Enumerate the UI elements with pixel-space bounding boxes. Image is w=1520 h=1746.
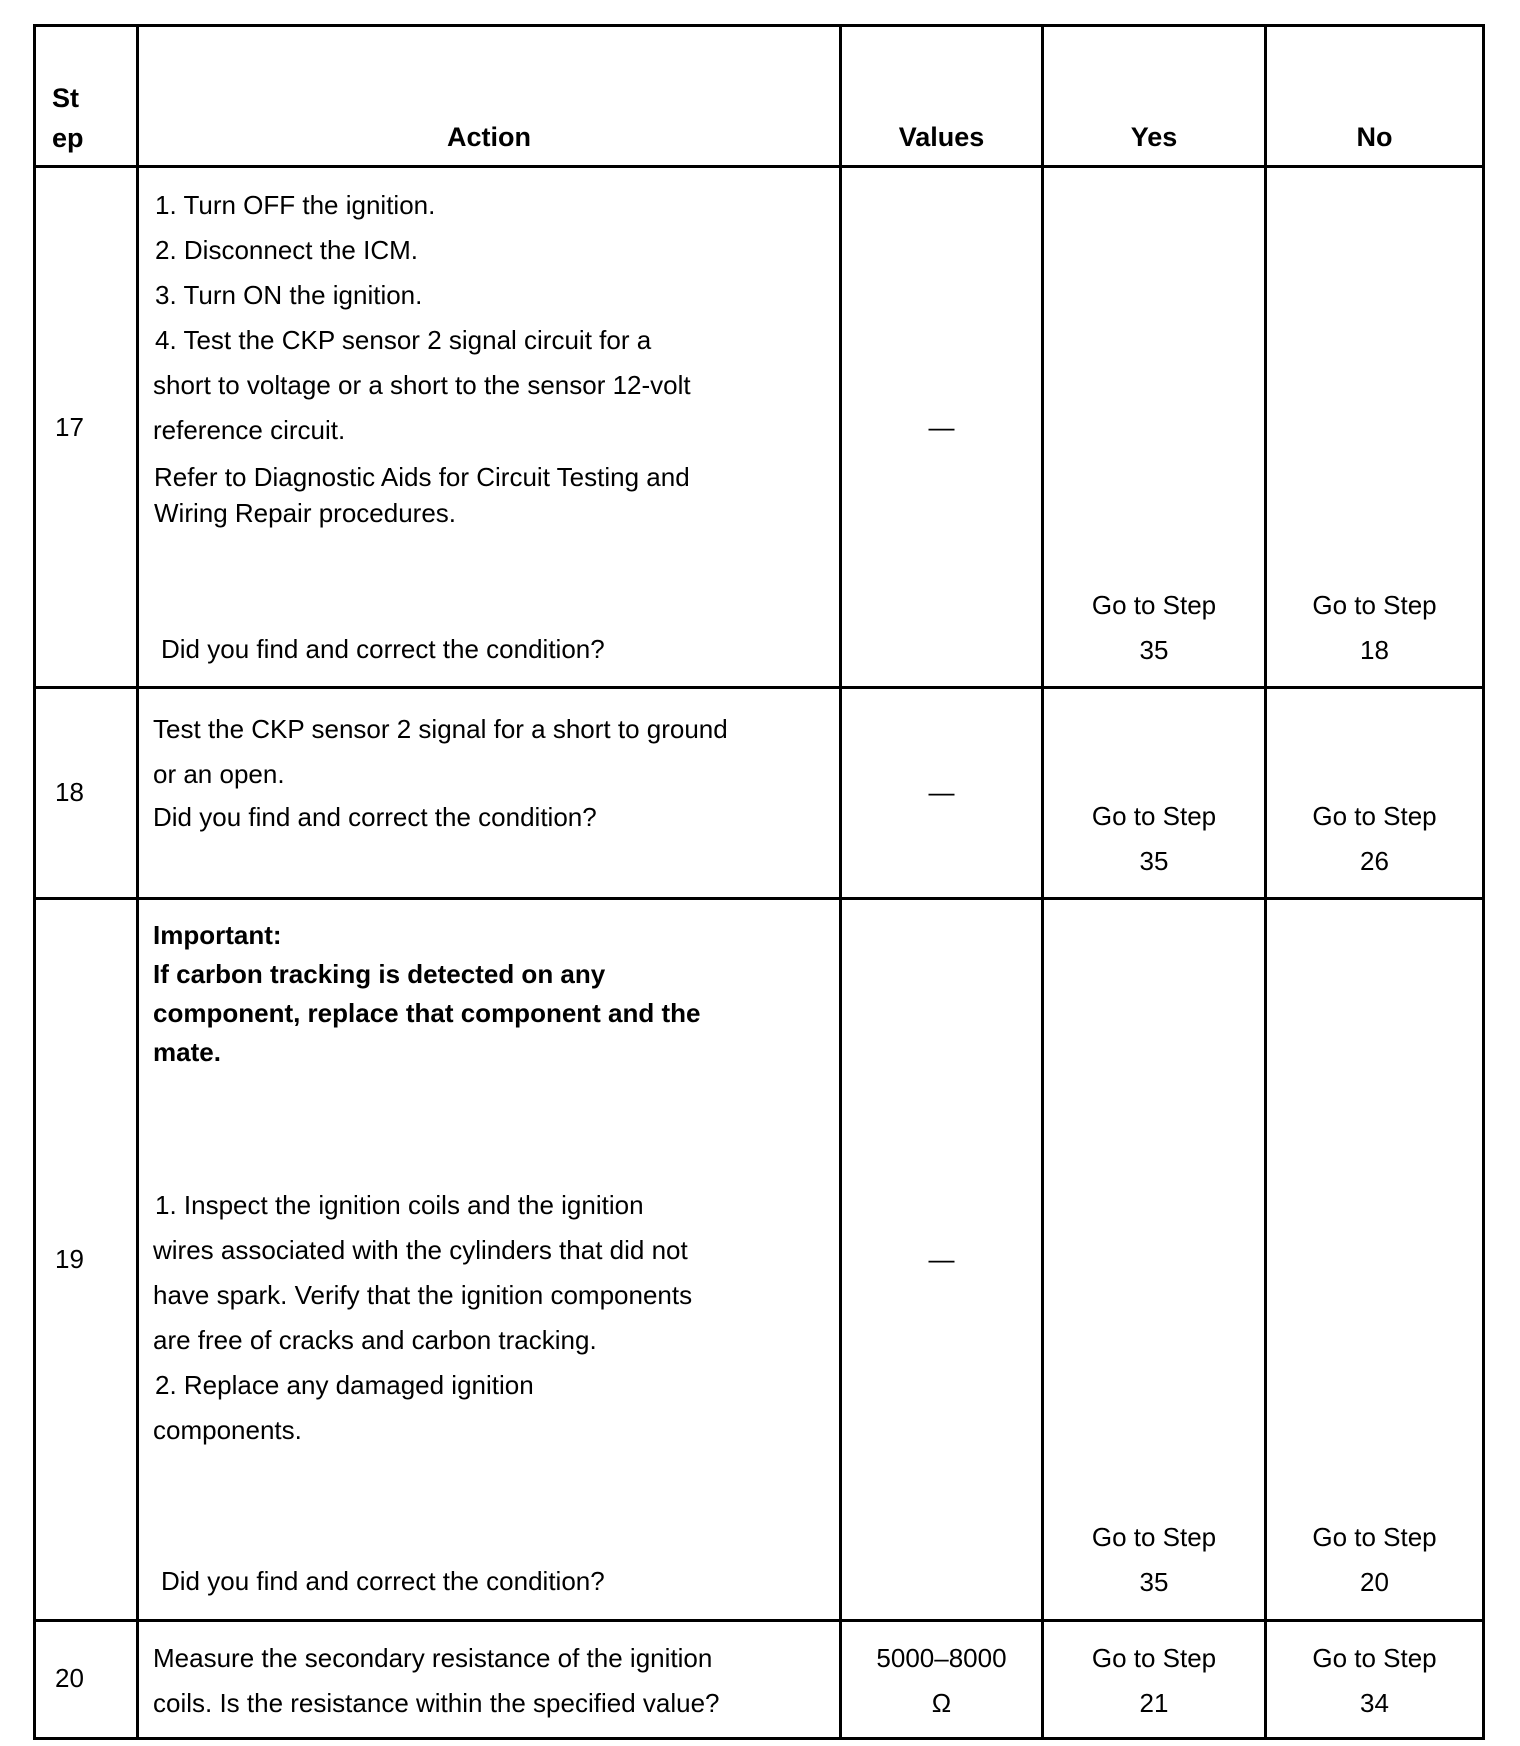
important-line: If carbon tracking is detected on any [153,959,606,989]
action-steps [153,1183,833,1453]
yes-cell [1044,1636,1264,1726]
column-divider [136,24,139,1740]
action-steps [153,707,833,840]
yes-step: 21 [1139,1688,1169,1718]
yes-label: Go to Step [1091,1522,1217,1552]
note-line: Wiring Repair procedures. [154,498,457,528]
action-line: coils. Is the resistance within the specified value? [153,1688,720,1718]
action-line: 4. Test the CKP sensor 2 signal circuit for a [155,325,652,355]
action-steps [153,183,833,453]
important-label: Important: [153,920,282,950]
action-line: 2. Disconnect the ICM. [155,235,418,265]
value-unit: Ω [931,1688,952,1718]
header-step [52,78,84,158]
no-label: Go to Step [1312,801,1437,831]
yes-cell [1044,583,1264,673]
value-cell: — [928,777,955,807]
no-cell [1267,1515,1482,1605]
no-label: Go to Step [1312,1643,1437,1673]
important-line: component, replace that component and the [153,998,701,1028]
action-line: Measure the secondary resistance of the ignition [153,1643,713,1673]
no-step: 26 [1360,846,1389,876]
header-values: Values [898,122,985,152]
important-note [153,916,833,1072]
action-line: components. [153,1415,302,1445]
action-line: 1. Turn OFF the ignition. [155,190,436,220]
no-cell [1267,1636,1482,1726]
yes-label: Go to Step [1091,1643,1217,1673]
column-divider [839,24,842,1740]
yes-label: Go to Step [1091,801,1217,831]
no-label: Go to Step [1312,590,1437,620]
action-question: Did you find and correct the condition? [161,634,605,664]
yes-cell [1044,1515,1264,1605]
action-line: short to voltage or a short to the sensor 12-volt [153,370,691,400]
table-border-right [1482,24,1485,1740]
action-line: reference circuit. [153,415,346,445]
no-step: 34 [1360,1688,1389,1718]
step-number: 17 [55,412,84,442]
yes-step: 35 [1139,1567,1169,1597]
header-step-line1: St [52,83,79,113]
action-line: Did you find and correct the condition? [153,802,597,832]
yes-label: Go to Step [1091,590,1217,620]
action-steps [153,1636,833,1726]
step-number: 19 [55,1244,84,1274]
action-line: wires associated with the cylinders that did not [153,1235,688,1265]
action-line: Test the CKP sensor 2 signal for a short to ground [153,714,728,744]
no-step: 18 [1360,635,1389,665]
action-line: 1. Inspect the ignition coils and the ignition [155,1190,644,1220]
yes-cell [1044,794,1264,884]
note-line: Refer to Diagnostic Aids for Circuit Testing and [154,462,690,492]
no-cell [1267,583,1482,673]
no-label: Go to Step [1312,1522,1437,1552]
yes-step: 35 [1139,846,1169,876]
action-line: have spark. Verify that the ignition components [153,1280,693,1310]
step-number: 18 [55,777,84,807]
step-number: 20 [55,1663,84,1693]
yes-step: 35 [1139,635,1169,665]
action-line: 3. Turn ON the ignition. [155,280,423,310]
row-divider [33,686,1485,689]
header-divider [33,165,1485,168]
header-action: Action [447,122,531,152]
action-line: or an open. [153,759,285,789]
no-cell [1267,794,1482,884]
value-cell [842,1636,1041,1726]
row-divider [33,897,1485,900]
table-border-bottom [33,1737,1485,1740]
action-line: 2. Replace any damaged ignition [155,1370,534,1400]
important-line: mate. [153,1037,221,1067]
row-divider [33,1619,1485,1622]
header-no: No [1356,122,1393,152]
action-question: Did you find and correct the condition? [161,1566,605,1596]
value-cell: — [928,412,955,442]
action-note [154,459,834,531]
table-border-top [33,24,1485,27]
no-step: 20 [1360,1567,1389,1597]
action-line: are free of cracks and carbon tracking. [153,1325,597,1355]
table-border-left [33,24,36,1740]
header-yes: Yes [1130,122,1178,152]
header-step-line2: ep [52,123,84,153]
value-range: 5000–8000 [876,1643,1007,1673]
value-cell: — [928,1244,955,1274]
troubleshooting-table [33,24,1485,1740]
